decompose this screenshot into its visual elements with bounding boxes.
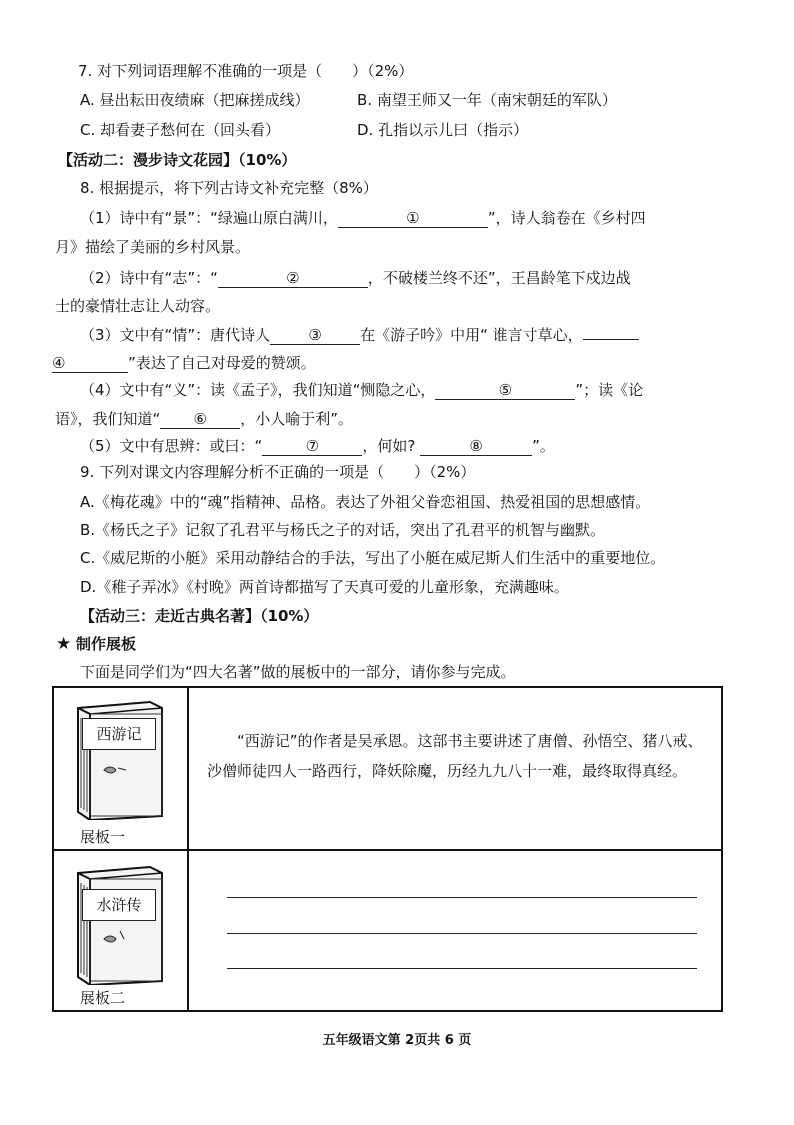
- blank-6-mark: ⑥: [193, 410, 207, 428]
- q8-part5: [80, 436, 555, 456]
- star-icon: ★: [56, 634, 72, 654]
- q8-p1-text-a: （1）诗中有“景”：“绿遍山原白满川，: [80, 209, 338, 227]
- q8-part1-line2: 月》描绘了美丽的乡村风景。: [55, 238, 251, 256]
- q9-stem: 9. 下列对课文内容理解分析不正确的一项是（ ）（2%）: [80, 463, 476, 481]
- board-row-1: [53, 687, 722, 850]
- q8-blank-2[interactable]: [218, 269, 368, 288]
- board-2-answer-cell: [188, 850, 722, 1011]
- board-1-text-cell: [188, 687, 722, 850]
- q8-p2-text-b: ，不破楼兰终不还”，王昌龄笔下戍边战: [367, 269, 631, 287]
- q8-p4-text-b: ”；读《论: [575, 381, 644, 399]
- q7-stem: 7. 对下列词语理解不准确的一项是（ ）（2%）: [78, 62, 414, 80]
- q8-p3-text-a: （3）文中有“情”：唐代诗人: [80, 326, 271, 344]
- board-section-title-text: 制作展板: [76, 635, 137, 653]
- q8-blank-4[interactable]: [52, 354, 128, 373]
- q8-part2-line2: 士的豪情壮志让人动容。: [55, 297, 221, 315]
- q8-part2-line1: [80, 268, 631, 288]
- q8-p3-text-c: ”表达了自己对母爱的赞颂。: [128, 354, 316, 372]
- board-1-image-cell: [53, 687, 188, 850]
- q8-blank-5[interactable]: [435, 381, 575, 400]
- q8-p4-text-d: ，小人喻于利”。: [240, 410, 354, 428]
- q8-blank-6[interactable]: [160, 410, 240, 429]
- q9-option-c: C.《威尼斯的小艇》采用动静结合的手法，写出了小艇在威尼斯人们生活中的重要地位。: [80, 549, 666, 567]
- q7-option-c: C. 却看妻子愁何在（回头看）: [80, 121, 281, 139]
- q9-option-b: B.《杨氏之子》记叙了孔君平与杨氏之子的对话，突出了孔君平的机智与幽默。: [80, 521, 606, 539]
- book-illustration-icon: [70, 863, 170, 985]
- q8-p5-text-a: （5）文中有思辨：或曰：“: [80, 437, 263, 455]
- book-illustration-icon: [70, 698, 170, 820]
- answer-line-3[interactable]: [227, 968, 697, 969]
- q8-p3-text-b: 在《游子吟》中用“ 谁言寸草心，: [360, 326, 583, 344]
- q8-blank-8[interactable]: [420, 437, 532, 456]
- q8-blank-7[interactable]: [262, 437, 362, 456]
- q8-p5-text-b: ，何如?: [362, 437, 416, 455]
- activity-2-heading: 【活动二：漫步诗文花园】（10%）: [58, 151, 297, 169]
- q8-p4-text-a: （4）文中有“义”：读《孟子》，我们知道“恻隐之心，: [80, 381, 436, 399]
- q8-part3-line1: [80, 325, 639, 345]
- q8-part3-line2: [52, 353, 316, 373]
- board-1-book-title: 西游记: [82, 718, 156, 750]
- activity-3-heading: 【活动三：走近古典名著】（10%）: [80, 607, 319, 625]
- q8-p4-text-c: 语》，我们知道“: [55, 410, 161, 428]
- board-row-2: [53, 850, 722, 1011]
- board-section-title: [56, 634, 136, 654]
- blank-5-mark: ⑤: [498, 381, 513, 399]
- blank-2-mark: ②: [286, 269, 300, 287]
- board-2-image-cell: [53, 850, 188, 1011]
- q8-p2-text-a: （2）诗中有“志”：“: [80, 269, 218, 287]
- q8-part4-line1: [80, 380, 643, 400]
- q8-blank-3[interactable]: [270, 326, 360, 345]
- q8-part4-line2: [55, 409, 353, 429]
- blank-4-mark: ④: [52, 354, 66, 372]
- board-2-label: 展板二: [80, 989, 126, 1007]
- answer-line-1[interactable]: [227, 897, 697, 898]
- board-1-label: 展板一: [80, 828, 126, 846]
- q7-option-a: A. 昼出耘田夜绩麻（把麻搓成线）: [80, 91, 310, 109]
- board-2-book-title: 水浒传: [82, 889, 156, 921]
- blank-7-mark: ⑦: [305, 437, 320, 455]
- answer-line-2[interactable]: [227, 933, 697, 934]
- blank-1-mark: ①: [406, 209, 420, 227]
- q8-blank-4-start[interactable]: [583, 339, 639, 340]
- q8-part1-line1: [80, 208, 646, 228]
- board-section-intro: 下面是同学们为“四大名著”做的展板中的一部分，请你参与完成。: [80, 663, 516, 681]
- q8-p1-text-b: ”，诗人翁卷在《乡村四: [487, 209, 646, 227]
- q8-p5-text-c: ”。: [532, 437, 555, 455]
- q8-stem: 8. 根据提示，将下列古诗文补充完整（8%）: [80, 179, 378, 197]
- display-board-table: [52, 686, 723, 1012]
- blank-3-mark: ③: [308, 326, 322, 344]
- blank-8-mark: ⑧: [469, 437, 483, 455]
- q7-option-b: B. 南望王师又一年（南宋朝廷的军队）: [357, 91, 617, 109]
- board-1-paragraph: “西游记”的作者是吴承恩。这部书主要讲述了唐僧、孙悟空、猪八戒、沙僧师徒四人一路西行，降妖除魔，历经九九八十一难，最终取得真经。: [207, 732, 703, 780]
- q9-option-d: D.《稚子弄冰》《村晚》两首诗都描写了天真可爱的儿童形象，充满趣味。: [80, 578, 569, 596]
- q8-blank-1[interactable]: [338, 209, 488, 228]
- q9-option-a: A.《梅花魂》中的“魂”指精神、品格。表达了外祖父眷恋祖国、热爱祖国的思想感情。: [80, 493, 651, 511]
- page-footer: 五年级语文第 2页共 6 页: [322, 1033, 472, 1048]
- q7-option-d: D. 孔指以示儿曰（指示）: [357, 121, 529, 139]
